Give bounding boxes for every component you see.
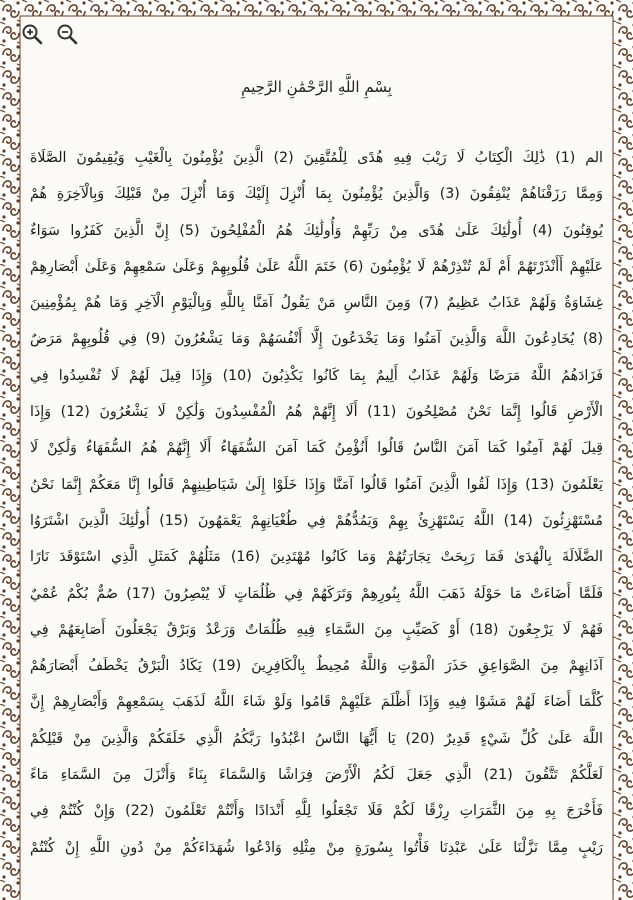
verses-text	[22, 140, 611, 900]
zoom-out-button[interactable]	[55, 22, 79, 46]
verse-line: كُلَّمَا أَضَاءَ لَهُمْ مَشَوْا فِيهِ وَإِذَا أَظْلَمَ عَلَيْهِمْ قَامُوا وَلَوْ شَاءَ اللَّهُ لَذَهَبَ بِسَمْعِهِمْ وَأَبْصَارِهِمْ إِنَّ	[30, 694, 603, 711]
verse-line: الْأَرْضِ قَالُوا إِنَّمَا نَحْنُ مُصْلِحُونَ (11) أَلَا إِنَّهُمْ هُمُ الْمُفْسِدُونَ وَلَٰكِنْ لَا يَشْعُرُونَ (12) وَإِذَا	[30, 404, 603, 421]
verse-line: فَزَادَهُمُ اللَّهُ مَرَضًا وَلَهُمْ عَذَابٌ أَلِيمٌ بِمَا كَانُوا يَكْذِبُونَ (10) وَإِذَا قِيلَ لَهُمْ لَا تُفْسِدُوا فِي	[30, 367, 603, 384]
verse-line: يَعْلَمُونَ (13) وَإِذَا لَقُوا الَّذِينَ آمَنُوا قَالُوا آمَنَّا وَإِذَا خَلَوْا إِلَىٰ شَيَاطِينِهِمْ قَالُوا إِنَّا مَعَكُمْ إِنَّمَا نَحْنُ	[30, 476, 603, 493]
verse-line: لَعَلَّكُمْ تَتَّقُونَ (21) الَّذِي جَعَلَ لَكُمُ الْأَرْضَ فِرَاشًا وَالسَّمَاءَ بِنَاءً وَأَنْزَلَ مِنَ السَّمَاءِ مَاءً	[30, 767, 603, 784]
verse-line: قِيلَ لَهُمْ آمِنُوا كَمَا آمَنَ النَّاسُ قَالُوا أَنُؤْمِنُ كَمَا آمَنَ السُّفَهَاءُ أَلَا إِنَّهُمْ هُمُ السُّفَهَاءُ وَلَٰكِنْ لَا	[30, 440, 603, 457]
verse-line: غِشَاوَةٌ وَلَهُمْ عَذَابٌ عَظِيمٌ (7) وَمِنَ النَّاسِ مَنْ يَقُولُ آمَنَّا بِاللَّهِ وَبِالْيَوْمِ الْآخِرِ وَمَا هُمْ بِمُؤْمِنِينَ	[30, 295, 604, 312]
verse-line: فَلَمَّا أَضَاءَتْ مَا حَوْلَهُ ذَهَبَ اللَّهُ بِنُورِهِمْ وَتَرَكَهُمْ فِي ظُلُمَاتٍ لَا يُبْصِرُونَ (17) صُمٌّ بُكْمٌ عُمْيٌ	[30, 585, 603, 602]
verse-line: الم (1) ذَٰلِكَ الْكِتَابُ لَا رَيْبَ فِيهِ هُدًى لِلْمُتَّقِينَ (2) الَّذِينَ يُؤْمِنُونَ بِالْغَيْبِ وَيُقِيمُونَ الصَّلَاةَ	[30, 150, 603, 166]
basmala-heading: بِسْمِ اللَّهِ الرَّحْمَٰنِ الرَّحِيمِ	[241, 78, 392, 96]
zoom-out-icon	[56, 23, 78, 45]
verse-line: يُوقِنُونَ (4) أُولَٰئِكَ عَلَىٰ هُدًى مِنْ رَبِّهِمْ وَأُولَٰئِكَ هُمُ الْمُفْلِحُونَ (5) إِنَّ الَّذِينَ كَفَرُوا سَوَاءٌ	[30, 222, 604, 239]
zoom-in-button[interactable]	[20, 22, 44, 46]
zoom-in-icon	[21, 23, 43, 45]
verse-line: فَهُمْ لَا يَرْجِعُونَ (18) أَوْ كَصَيِّبٍ مِنَ السَّمَاءِ فِيهِ ظُلُمَاتٌ وَرَعْدٌ وَبَرْقٌ يَجْعَلُونَ أَصَابِعَهُمْ فِي	[30, 621, 603, 638]
verse-line: اللَّهَ عَلَىٰ كُلِّ شَيْءٍ قَدِيرٌ (20) يَا أَيُّهَا النَّاسُ اعْبُدُوا رَبَّكُمُ الَّذِي خَلَقَكُمْ وَالَّذِينَ مِنْ قَبْلِكُمْ	[30, 730, 603, 747]
verse-line: فَأَخْرَجَ بِهِ مِنَ الثَّمَرَاتِ رِزْقًا لَكُمْ فَلَا تَجْعَلُوا لِلَّهِ أَنْدَادًا وَأَنْتُمْ تَعْلَمُونَ (22) وَإِنْ كُنْتُمْ فِي	[30, 803, 603, 820]
verse-line: عَلَيْهِمْ أَأَنْذَرْتَهُمْ أَمْ لَمْ تُنْذِرْهُمْ لَا يُؤْمِنُونَ (6) خَتَمَ اللَّهُ عَلَىٰ قُلُوبِهِمْ وَعَلَىٰ سَمْعِهِمْ وَعَلَىٰ أَبْصَارِهِمْ	[30, 258, 603, 275]
verse-line: آذَانِهِمْ مِنَ الصَّوَاعِقِ حَذَرَ الْمَوْتِ وَاللَّهُ مُحِيطٌ بِالْكَافِرِينَ (19) يَكَادُ الْبَرْقُ يَخْطَفُ أَبْصَارَهُمْ	[30, 658, 603, 675]
verse-line: وَمِمَّا رَزَقْنَاهُمْ يُنْفِقُونَ (3) وَالَّذِينَ يُؤْمِنُونَ بِمَا أُنْزِلَ إِلَيْكَ وَمَا أُنْزِلَ مِنْ قَبْلِكَ وَبِالْآخِرَةِ هُمْ	[30, 186, 603, 203]
verse-line: مُسْتَهْزِئُونَ (14) اللَّهُ يَسْتَهْزِئُ بِهِمْ وَيَمُدُّهُمْ فِي طُغْيَانِهِمْ يَعْمَهُونَ (15) أُولَٰئِكَ الَّذِينَ اشْتَرَوُا	[30, 512, 603, 529]
verse-line: رَيْبٍ مِمَّا نَزَّلْنَا عَلَىٰ عَبْدِنَا فَأْتُوا بِسُورَةٍ مِنْ مِثْلِهِ وَادْعُوا شُهَدَاءَكُمْ مِنْ دُونِ اللَّهِ إِنْ كُنْتُمْ	[30, 839, 603, 856]
verse-line: الضَّلَالَةَ بِالْهُدَىٰ فَمَا رَبِحَتْ تِجَارَتُهُمْ وَمَا كَانُوا مُهْتَدِينَ (16) مَثَلُهُمْ كَمَثَلِ الَّذِي اسْتَوْقَدَ نَارًا	[30, 549, 603, 566]
verse-line: (8) يُخَادِعُونَ اللَّهَ وَالَّذِينَ آمَنُوا وَمَا يَخْدَعُونَ إِلَّا أَنْفُسَهُمْ وَمَا يَشْعُرُونَ (9) فِي قُلُوبِهِمْ مَرَضٌ	[30, 331, 603, 348]
